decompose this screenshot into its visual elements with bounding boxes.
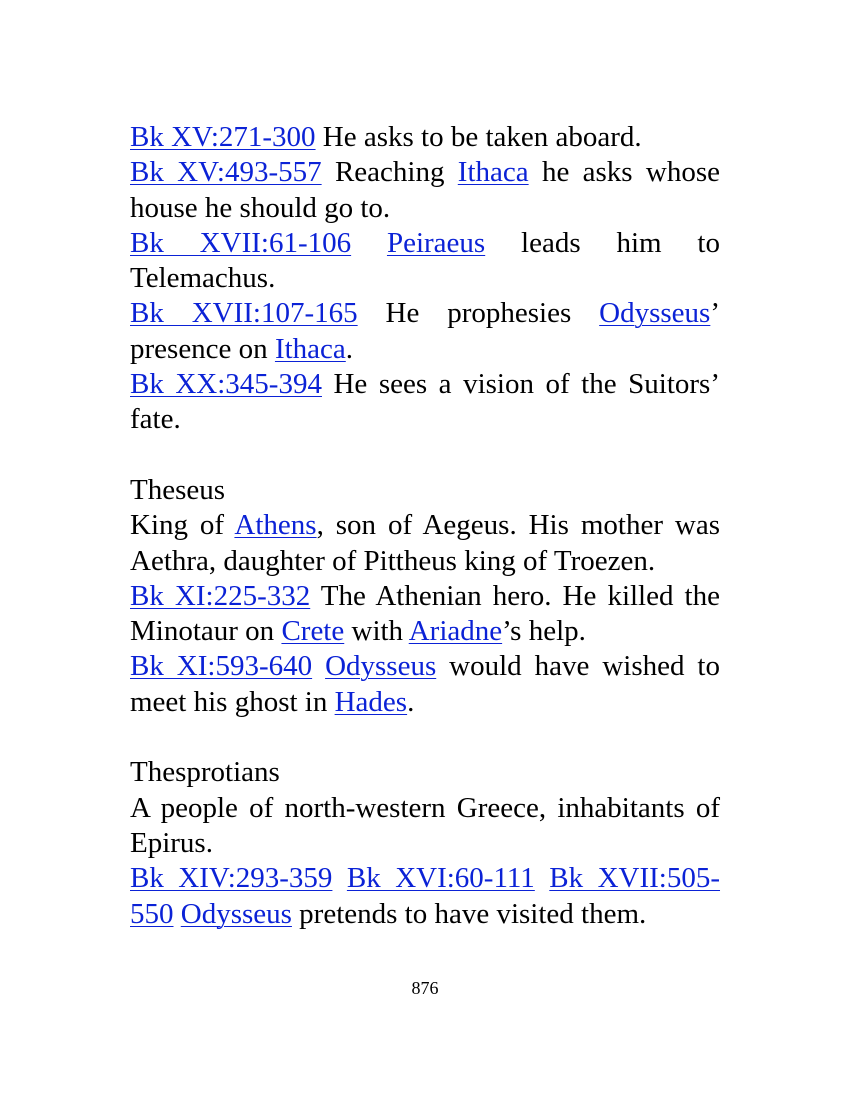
- book-reference-link[interactable]: Bk XVII:107-165: [130, 297, 358, 330]
- reference-line: Bk XV:493-557 Reaching Ithaca he asks whose house he should go to.: [130, 156, 721, 224]
- person-link-odysseus[interactable]: Odysseus: [180, 897, 292, 930]
- book-reference-link[interactable]: Bk XVII:61-106: [130, 226, 352, 259]
- book-reference-link[interactable]: Bk XV:493-557: [130, 156, 322, 189]
- book-reference-link[interactable]: Bk XVI:60-111: [346, 862, 535, 895]
- reference-line: Bk XVII:61-106 Peiraeus leads him to Telemachus.: [130, 226, 720, 295]
- place-link-athens[interactable]: Athens: [234, 509, 317, 542]
- person-link-odysseus[interactable]: Odysseus: [325, 650, 437, 683]
- reference-line: Bk XI:225-332 The Athenian hero. He killed the Minotaur on Crete with Ariadne’s help.: [130, 579, 720, 648]
- entry-description: A people of north-western Greece, inhabitants of Epirus.: [130, 791, 720, 859]
- person-link-odysseus[interactable]: Odysseus: [599, 297, 711, 330]
- entry-spacer: [130, 438, 720, 473]
- entry-description: King of Athens, son of Aegeus. His mother was Aethra, daughter of Pittheus king of Troezen.: [130, 509, 721, 577]
- entry-heading: Thesprotians: [130, 756, 280, 789]
- place-link-crete[interactable]: Crete: [281, 615, 345, 648]
- entry-spacer: [130, 720, 720, 755]
- person-link-ariadne[interactable]: Ariadne: [408, 615, 503, 648]
- reference-line: Bk XI:593-640 Odysseus would have wished to meet his ghost in Hades.: [130, 650, 720, 718]
- book-reference-link[interactable]: Bk XI:225-332: [130, 579, 311, 612]
- book-reference-link[interactable]: Bk XX:345-394: [130, 368, 322, 401]
- reference-line: Bk XVII:107-165 He prophesies Odysseus’ presence on Ithaca.: [130, 297, 721, 365]
- place-link-hades[interactable]: Hades: [334, 685, 408, 718]
- book-reference-link[interactable]: Bk XV:271-300: [130, 121, 316, 153]
- entry-heading: Theseus: [130, 473, 226, 506]
- person-link-peiraeus[interactable]: Peiraeus: [386, 226, 486, 259]
- book-reference-link[interactable]: Bk XIV:293-359: [130, 862, 333, 895]
- reference-line: Bk XX:345-394 He sees a vision of the Suitors’ fate.: [130, 368, 720, 436]
- book-reference-link[interactable]: Bk XI:593-640: [130, 650, 313, 683]
- reference-line: Bk XV:271-300 He asks to be taken aboard.: [130, 121, 642, 153]
- place-link-ithaca[interactable]: Ithaca: [457, 156, 529, 189]
- book-reference-link[interactable]: Bk XVII:505-550: [130, 862, 721, 930]
- document-page: [130, 120, 720, 932]
- page-number: 876: [411, 978, 439, 998]
- place-link-ithaca[interactable]: Ithaca: [274, 332, 346, 365]
- reference-line: Bk XIV:293-359 Bk XVI:60-111 Bk XVII:505-550 Odysseus pretends to have visited them.: [130, 862, 721, 930]
